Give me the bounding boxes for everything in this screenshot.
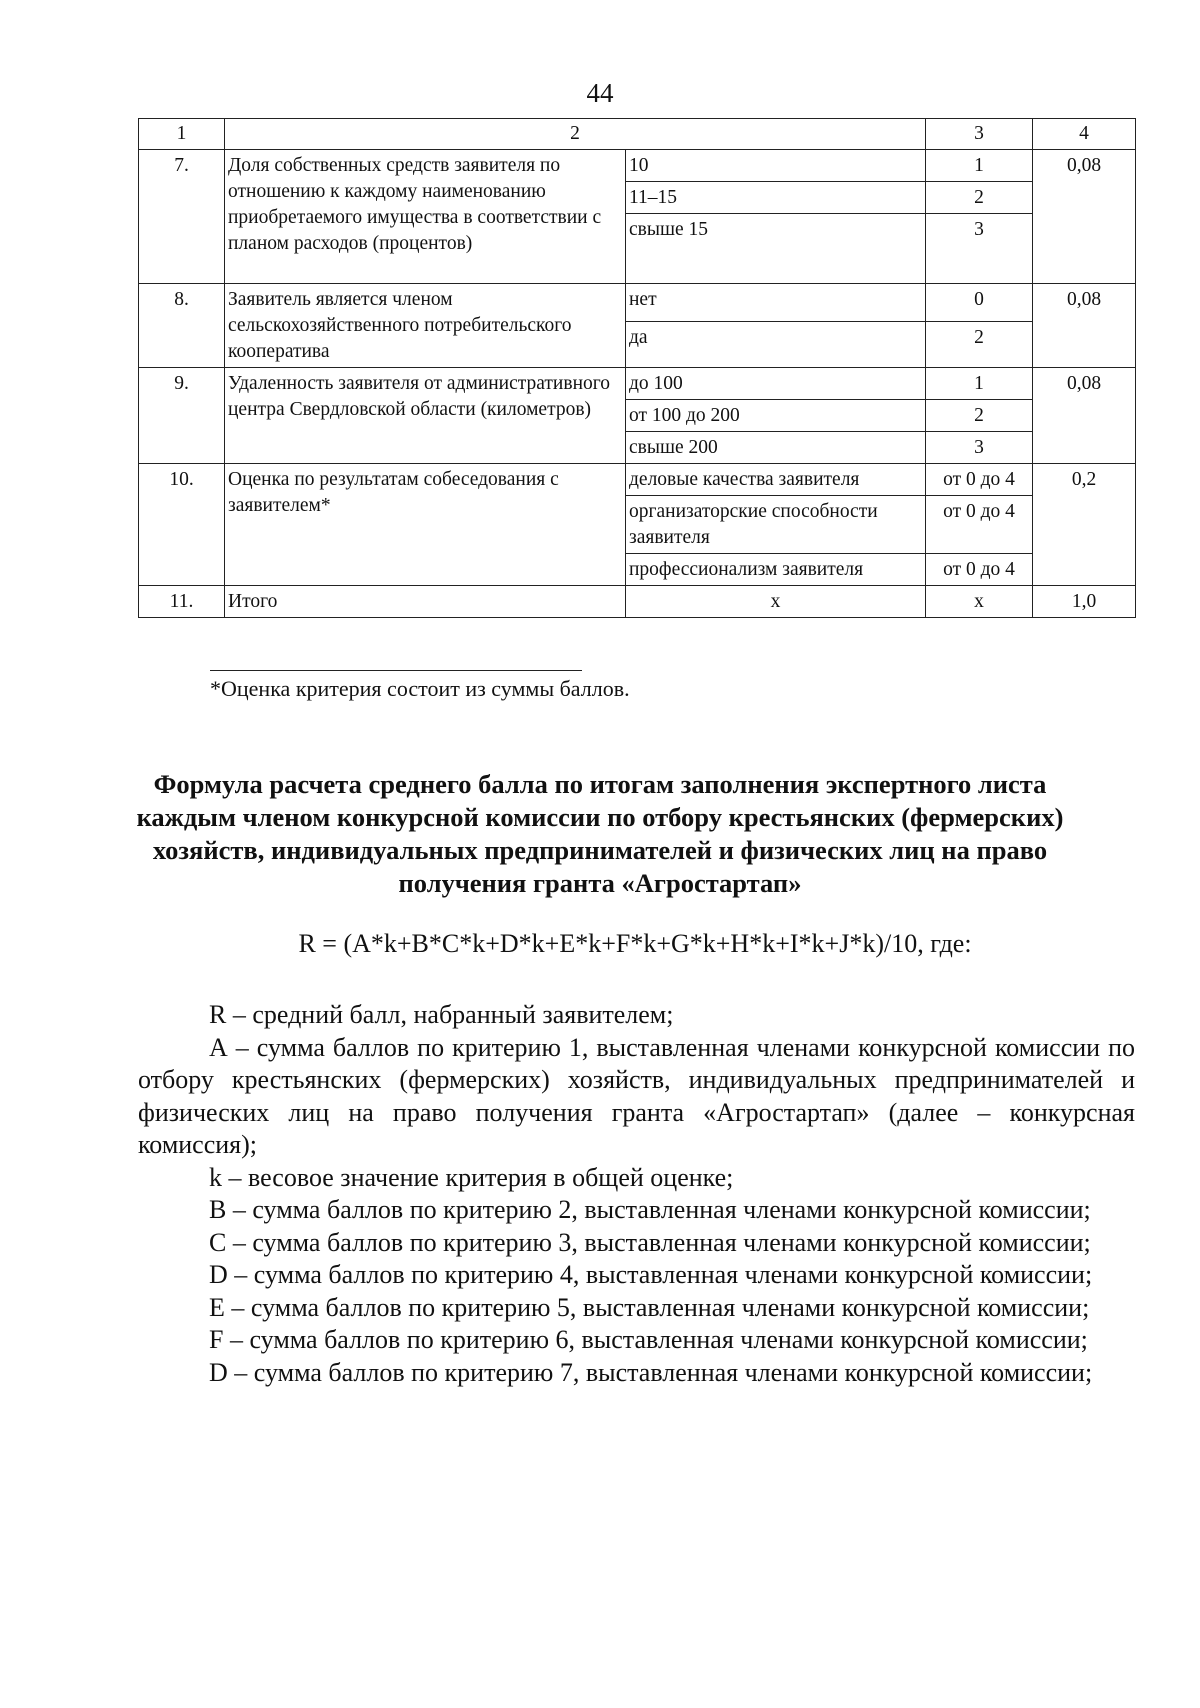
option-value: до 100 bbox=[626, 368, 926, 400]
section-title: Формула расчета среднего балла по итогам заполнения экспертного листа каждым членом конкурсной комиссии по отбору крестьянских (фермерских) хозяйств, индивидуальных предпринимателей и физических лиц на право получения гранта «Агростартап» bbox=[136, 769, 1064, 898]
row-number: 11. bbox=[139, 586, 225, 618]
footnote: *Оценка критерия состоит из суммы баллов. bbox=[210, 676, 630, 701]
option-value: свыше 200 bbox=[626, 432, 926, 464]
page-number: 44 bbox=[586, 78, 614, 108]
paragraph: D – сумма баллов по критерию 7, выставленная членами конкурсной комиссии; bbox=[209, 1357, 1093, 1387]
row-number: 7. bbox=[139, 150, 225, 284]
option-score: х bbox=[926, 586, 1033, 618]
paragraph: D – сумма баллов по критерию 4, выставленная членами конкурсной комиссии; bbox=[209, 1260, 1093, 1289]
criterion-text: Заявитель является членом сельскохозяйственного потребительского кооператива bbox=[225, 284, 626, 368]
option-value: профессионализм заявителя bbox=[626, 554, 926, 586]
option-value: да bbox=[626, 322, 926, 368]
table-row bbox=[139, 284, 1136, 322]
footnote-divider bbox=[210, 670, 582, 671]
table-header-cell: 4 bbox=[1033, 119, 1136, 150]
option-value: организаторские способности заявителя bbox=[626, 496, 926, 554]
criterion-weight: 0,2 bbox=[1033, 464, 1136, 586]
table-row bbox=[139, 464, 1136, 496]
criterion-weight: 0,08 bbox=[1033, 368, 1136, 464]
option-score: 2 bbox=[926, 322, 1033, 368]
table-header-cell: 1 bbox=[139, 119, 225, 150]
body-text bbox=[138, 999, 1135, 1389]
paragraph: А – сумма баллов по критерию 1, выставленная членами конкурсной комиссии по отбору крестьянских (фермерских) хозяйств, индивидуальных предпринимателей и физических лиц на право получения гранта «Агростартап» (далее – конкурсная комиссия); bbox=[138, 1032, 1135, 1159]
table-header-cell: 2 bbox=[225, 119, 926, 150]
formula: R = (A*k+B*C*k+D*k+E*k+F*k+G*k+H*k+I*k+J*k)/10, где: bbox=[298, 929, 972, 958]
criterion-weight: 0,08 bbox=[1033, 284, 1136, 368]
option-value: деловые качества заявителя bbox=[626, 464, 926, 496]
paragraph: С – сумма баллов по критерию 3, выставленная членами конкурсной комиссии; bbox=[209, 1227, 1091, 1257]
paragraph: R – средний балл, набранный заявителем; bbox=[209, 1000, 674, 1029]
option-score: 1 bbox=[926, 150, 1033, 182]
table-row bbox=[139, 368, 1136, 400]
option-score: от 0 до 4 bbox=[926, 464, 1033, 496]
table-header-cell: 3 bbox=[926, 119, 1033, 150]
paragraph: В – сумма баллов по критерию 2, выставленная членами конкурсной комиссии; bbox=[209, 1195, 1091, 1224]
option-score: 3 bbox=[926, 214, 1033, 284]
criterion-text: Удаленность заявителя от административного центра Свердловской области (километров) bbox=[225, 368, 626, 464]
option-value: 11–15 bbox=[626, 182, 926, 214]
option-value: 10 bbox=[626, 150, 926, 182]
criterion-weight: 0,08 bbox=[1033, 150, 1136, 284]
criterion-text: Итого bbox=[225, 586, 626, 618]
option-value: свыше 15 bbox=[626, 214, 926, 284]
table-row bbox=[139, 150, 1136, 182]
criteria-table bbox=[138, 118, 1136, 618]
option-score: 2 bbox=[926, 182, 1033, 214]
option-score: от 0 до 4 bbox=[926, 554, 1033, 586]
option-value: х bbox=[626, 586, 926, 618]
table-header-row bbox=[139, 119, 1136, 150]
option-score: 3 bbox=[926, 432, 1033, 464]
row-number: 8. bbox=[139, 284, 225, 368]
table-row bbox=[139, 586, 1136, 618]
option-value: от 100 до 200 bbox=[626, 400, 926, 432]
paragraph: F – сумма баллов по критерию 6, выставленная членами конкурсной комиссии; bbox=[209, 1325, 1088, 1354]
paragraph: Е – сумма баллов по критерию 5, выставленная членами конкурсной комиссии; bbox=[209, 1292, 1090, 1322]
row-number: 9. bbox=[139, 368, 225, 464]
option-score: 0 bbox=[926, 284, 1033, 322]
option-score: от 0 до 4 bbox=[926, 496, 1033, 554]
row-number: 10. bbox=[139, 464, 225, 586]
option-score: 2 bbox=[926, 400, 1033, 432]
option-value: нет bbox=[626, 284, 926, 322]
option-score: 1 bbox=[926, 368, 1033, 400]
criterion-text: Доля собственных средств заявителя по отношению к каждому наименованию приобретаемого имущества в соответствии с планом расходов (процентов) bbox=[225, 150, 626, 284]
criterion-text: Оценка по результатам собеседования с заявителем* bbox=[225, 464, 626, 586]
paragraph: k – весовое значение критерия в общей оценке; bbox=[209, 1162, 734, 1192]
criterion-weight: 1,0 bbox=[1033, 586, 1136, 618]
